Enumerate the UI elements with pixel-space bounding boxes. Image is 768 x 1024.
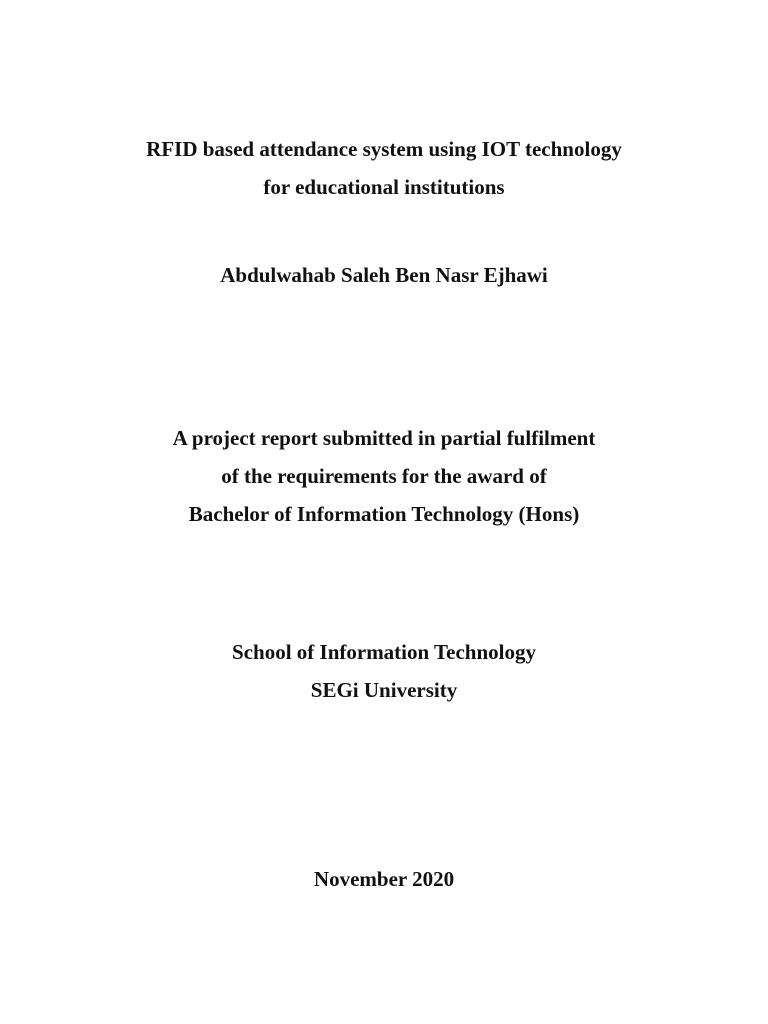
university-name: SEGi University xyxy=(310,678,458,702)
submission-statement-line-2: of the requirements for the award of xyxy=(221,464,547,488)
institution-block xyxy=(0,633,768,709)
author-name-block xyxy=(0,256,768,294)
submission-date-block xyxy=(0,860,768,898)
school-name: School of Information Technology xyxy=(232,640,536,664)
degree-name: Bachelor of Information Technology (Hons) xyxy=(188,502,580,526)
report-title xyxy=(0,130,768,206)
author-name: Abdulwahab Saleh Ben Nasr Ejhawi xyxy=(220,263,548,287)
submission-statement-line-1: A project report submitted in partial fulfilment xyxy=(172,426,596,450)
report-title-line-1: RFID based attendance system using IOT technology xyxy=(146,137,622,161)
submission-statement xyxy=(0,419,768,533)
report-title-line-2: for educational institutions xyxy=(263,175,505,199)
submission-date: November 2020 xyxy=(313,867,455,891)
